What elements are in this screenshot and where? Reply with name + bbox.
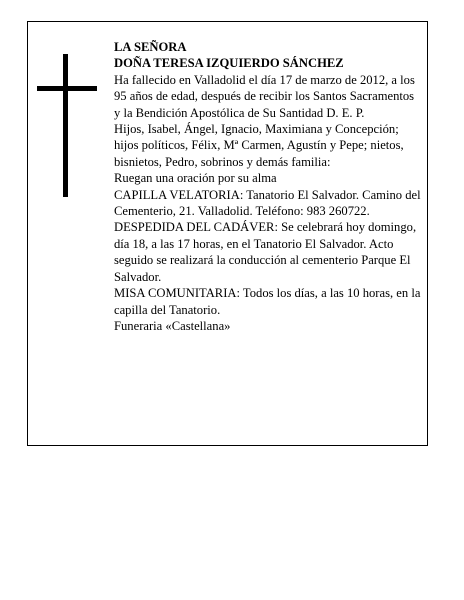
obituary-heading: LA SEÑORA bbox=[114, 40, 187, 54]
death-notice: Ha fallecido en Valladolid el día 17 de marzo de 2012, a los 95 años de edad, después de recibir los Santos Sacramentos y la Bendición Apostólica de Su Santidad D. E. P. bbox=[114, 72, 415, 120]
funeral-home: Funeraria «Castellana» bbox=[114, 318, 231, 333]
cross-icon-crossbar bbox=[37, 86, 97, 91]
deceased-name: DOÑA TERESA IZQUIERDO SÁNCHEZ bbox=[114, 56, 344, 71]
family-list: Hijos, Isabel, Ángel, Ignacio, Maximiana y Concepción; hijos políticos, Félix, Mª Carmen, Agustín y Pepe; nietos, bisnietos, Pedro, sobrinos y demás familia: bbox=[114, 122, 404, 169]
farewell-info: DESPEDIDA DEL CADÁVER: Se celebrará hoy domingo, día 18, a las 17 horas, en el Tanatorio El Salvador. Acto seguido se realizará la conducción al cementerio Parque El Salvador. bbox=[114, 220, 417, 284]
cross-icon bbox=[63, 54, 68, 197]
obituary-text bbox=[114, 39, 422, 334]
prayer-request: Ruegan una oración por su alma bbox=[114, 171, 277, 186]
wake-chapel-info: CAPILLA VELATORIA: Tanatorio El Salvador. Camino del Cementerio, 21. Valladolid. Teléfono: 983 260722. bbox=[114, 187, 421, 219]
community-mass-info: MISA COMUNITARIA: Todos los días, a las 10 horas, en la capilla del Tanatorio. bbox=[114, 286, 421, 317]
